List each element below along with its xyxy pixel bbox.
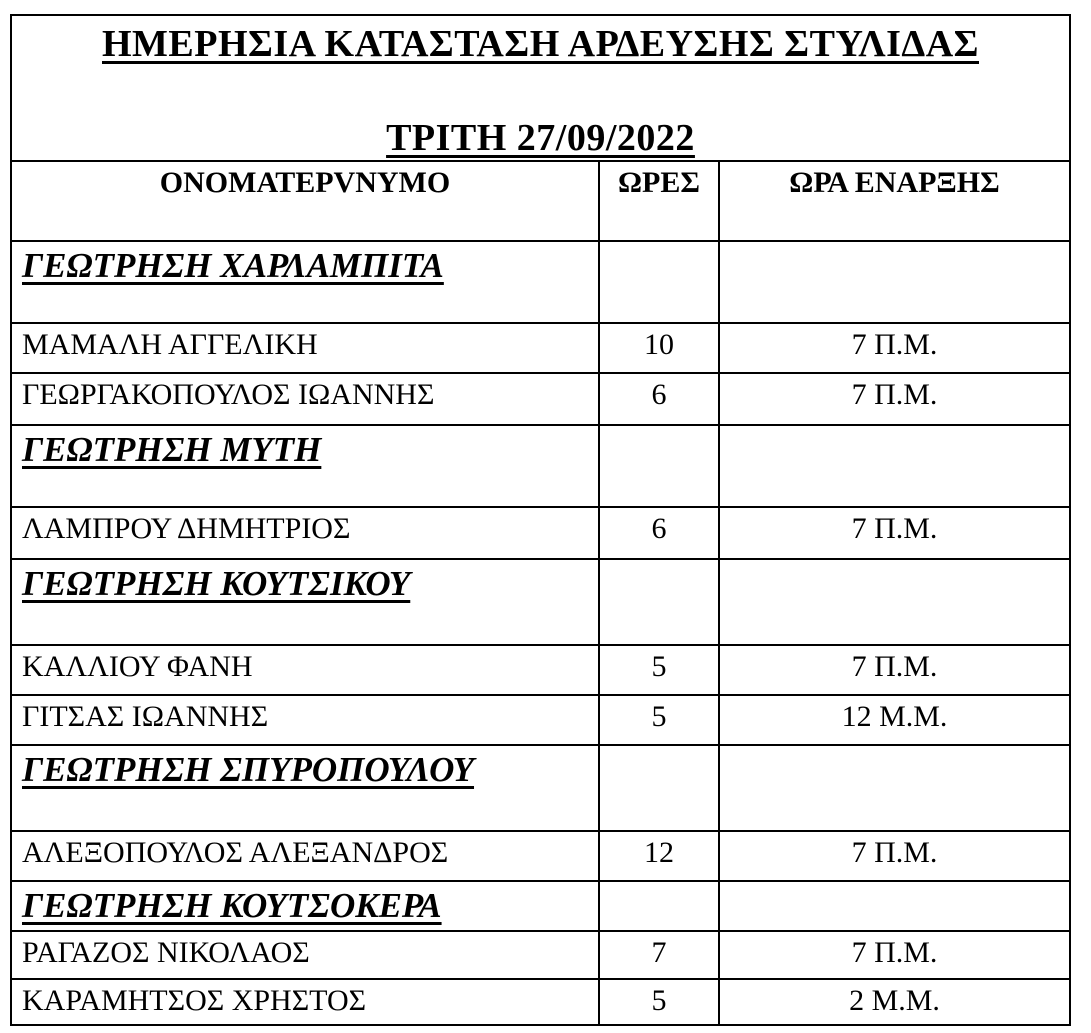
hours-cell [598,560,718,644]
name-cell: ΜΑΜΑΛΗ ΑΓΓΕΛΙΚΗ [22,328,318,361]
table-header-row [12,160,1069,240]
table-row [12,372,1069,424]
section-row [12,558,1069,644]
hours-cell: 5 [598,980,718,1026]
table-row [12,644,1069,694]
hours-cell: 12 [598,832,718,880]
start-time-cell [718,560,1069,644]
hours-cell: 10 [598,324,718,372]
hours-cell: 6 [598,374,718,424]
hours-cell [598,426,718,506]
section-title: ΓΕΩΤΡΗΣΗ ΧΑΡΛΑΜΠΙΤΑ [22,246,444,285]
section-row [12,880,1069,930]
section-row [12,240,1069,322]
hours-cell: 5 [598,696,718,744]
hours-cell: 5 [598,646,718,694]
section-title: ΓΕΩΤΡΗΣΗ ΚΟΥΤΣΟΚΕΡΑ [22,886,442,925]
start-time-cell: 12 Μ.Μ. [718,696,1069,744]
table-row [12,978,1069,1026]
header-start-time: ΩΡΑ ΕΝΑΡΞΗΣ [718,162,1069,240]
hours-cell [598,882,718,930]
section-title: ΓΕΩΤΡΗΣΗ ΜΥΤΗ [22,430,322,469]
start-time-cell: 7 Π.Μ. [718,832,1069,880]
name-cell: ΓΙΤΣΑΣ ΙΩΑΝΝΗΣ [22,700,269,733]
table-row [12,830,1069,880]
section-title: ΓΕΩΤΡΗΣΗ ΚΟΥΤΣΙΚΟΥ [22,564,411,603]
start-time-cell [718,746,1069,830]
hours-cell [598,242,718,322]
start-time-cell [718,426,1069,506]
name-cell: ΑΛΕΞΟΠΟΥΛΟΣ ΑΛΕΞΑΝΔΡΟΣ [22,836,449,869]
start-time-cell: 7 Π.Μ. [718,324,1069,372]
header-hours: ΩΡΕΣ [598,162,718,240]
start-time-cell: 7 Π.Μ. [718,932,1069,978]
table-row [12,322,1069,372]
start-time-cell [718,242,1069,322]
document-title: ΗΜΕΡΗΣΙΑ ΚΑΤΑΣΤΑΣΗ ΑΡΔΕΥΣΗΣ ΣΤΥΛΙΔΑΣ [102,23,979,65]
start-time-cell: 7 Π.Μ. [718,374,1069,424]
table-row [12,506,1069,558]
document-date: ΤΡΙΤΗ 27/09/2022 [386,117,695,159]
start-time-cell: 7 Π.Μ. [718,508,1069,558]
table-row [12,930,1069,978]
hours-cell: 6 [598,508,718,558]
name-cell: ΓΕΩΡΓΑΚΟΠΟΥΛΟΣ ΙΩΑΝΝΗΣ [22,378,435,411]
name-cell: ΡΑΓΑΖΟΣ ΝΙΚΟΛΑΟΣ [22,936,310,969]
name-cell: ΚΑΡΑΜΗΤΣΟΣ ΧΡΗΣΤΟΣ [22,984,367,1017]
hours-cell: 7 [598,932,718,978]
name-cell: ΚΑΛΛΙΟΥ ΦΑΝΗ [22,650,253,683]
start-time-cell: 2 Μ.Μ. [718,980,1069,1026]
name-cell: ΛΑΜΠΡΟΥ ΔΗΜΗΤΡΙΟΣ [22,512,351,545]
irrigation-report-sheet [10,14,1071,1026]
start-time-cell: 7 Π.Μ. [718,646,1069,694]
start-time-cell [718,882,1069,930]
table-row [12,694,1069,744]
header-name: ΟΝΟΜΑΤΕΡVΝΥΜΟ [159,166,451,199]
section-title: ΓΕΩΤΡΗΣΗ ΣΠΥΡΟΠΟΥΛΟΥ [22,750,475,789]
section-row [12,744,1069,830]
hours-cell [598,746,718,830]
section-row [12,424,1069,506]
